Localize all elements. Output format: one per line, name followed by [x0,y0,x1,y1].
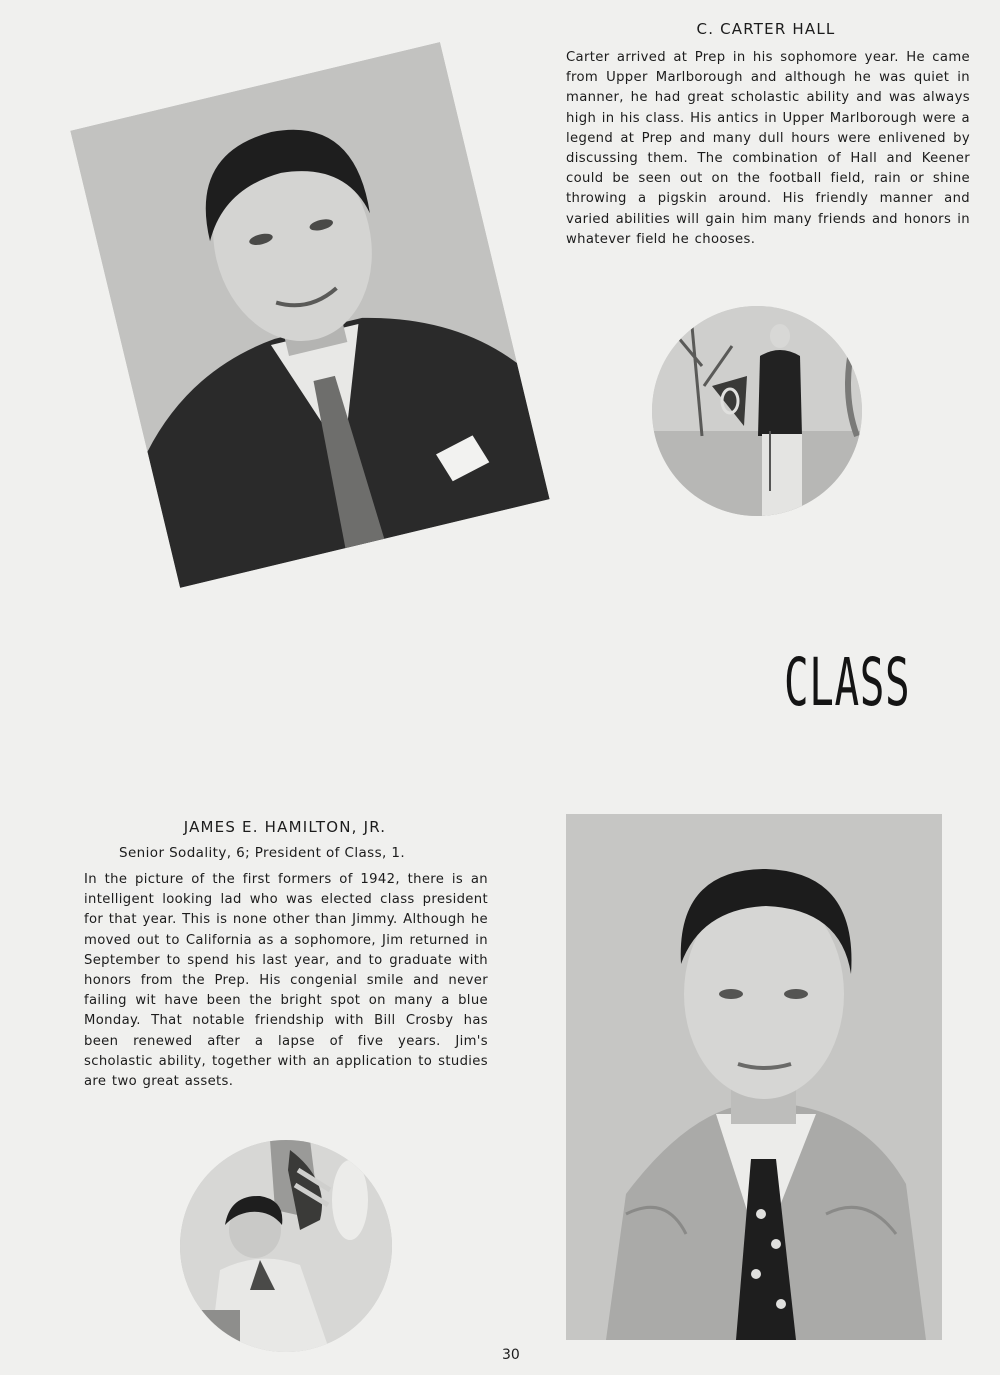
page-number: 30 [502,1347,520,1363]
hamilton-candid-photo [180,1140,392,1352]
hall-portrait-photo [70,42,549,588]
hamilton-portrait-photo [566,814,942,1340]
hall-bio: Carter arrived at Prep in his sophomore year. He came from Upper Marlborough and although he was quiet in manner, he had great scholastic ability and was always high in his class. His antics in Upper Marlborough were a legend at Prep and many dull hours were enlivened by discussing them. The combination of Hall and Keener could be seen out on the football field, rain or shine throwing a pigskin around. His friendly manner and varied abilities will gain him many friends and honors in whatever field he chooses. [566,50,970,247]
hamilton-name: JAMES E. HAMILTON, JR. [183,818,387,836]
hamilton-bio: In the picture of the first formers of 1942, there is an intelligent looking lad who was elected class president for that year. This is none other than Jimmy. Although he moved out to California as a sophomore, Jim returned in September to spend his last year, and to graduate with honors from the Prep. His congenial smile and never failing wit have been the bright spot on many a blue Monday. That notable friendship with Bill Crosby has been renewed after a lapse of five years. Jim's scholastic ability, together with an application to studies are two great assets. [84,872,488,1090]
hall-name: C. CARTER HALL [696,20,836,38]
hall-candid-photo [652,306,862,516]
section-title: CLASS [784,644,911,721]
hamilton-activities: Senior Sodality, 6; President of Class, 1. [119,845,406,861]
